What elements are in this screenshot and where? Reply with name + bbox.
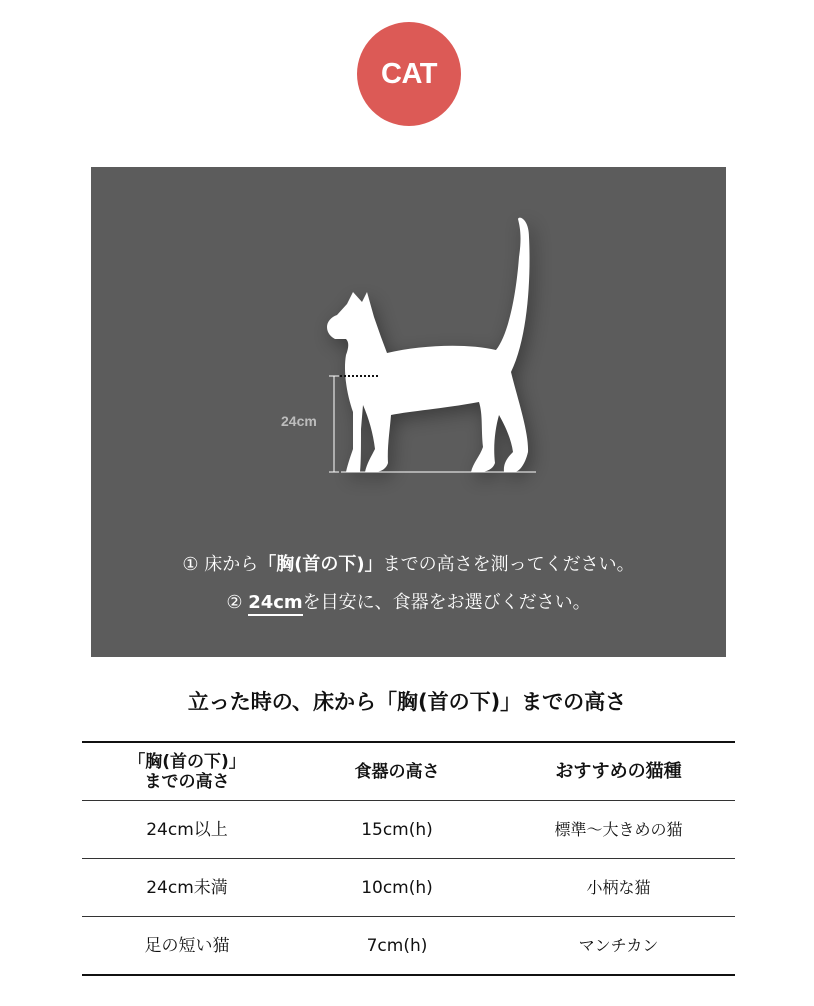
table-row [82,801,735,859]
header-chest-height-line2: までの高さ [144,771,230,792]
cell-chest-height: 24cm以上 [146,819,228,840]
instruction-2-post: を目安に、食器をお選びください。 [302,592,591,613]
instruction-line-2 [91,588,726,614]
cell-chest-height: 足の短い猫 [144,935,230,956]
measurement-bar [329,376,339,472]
cell-dish-height: 7cm(h) [366,935,428,956]
instruction-1-bold: 「胸(首の下)」 [258,554,383,575]
table-heading: 立った時の、床から「胸(首の下)」までの高さ [187,690,627,714]
measurement-panel [91,167,726,657]
cell-dish-height: 15cm(h) [361,819,433,840]
cat-illustration [91,167,726,657]
cat-badge [357,22,461,126]
header-chest-height-line1: 「胸(首の下)」 [128,751,246,772]
table-row [82,917,735,974]
cat-badge-label: CAT [381,57,437,90]
dish-height-table [82,741,735,976]
instruction-1-post: までの高さを測ってください。 [382,554,635,575]
cell-dish-height: 10cm(h) [361,877,433,898]
instruction-1-pre: 床から [204,554,259,575]
cell-breed: 小柄な猫 [586,877,651,897]
cell-breed: 標準〜大きめの猫 [554,819,683,839]
header-chest-height [82,752,292,792]
instruction-2-number: ② [226,592,249,613]
measure-label: 24cm [281,413,317,429]
instruction-line-1 [91,550,726,576]
header-dish-height: 食器の高さ [354,761,440,782]
instruction-1-number: ① [182,554,205,575]
header-recommended-breed: おすすめの猫種 [555,760,682,782]
table-row [82,859,735,917]
cell-breed: マンチカン [578,935,659,955]
table-header-row [82,743,735,801]
instruction-2-highlight: 24cm [248,592,302,616]
cell-chest-height: 24cm未満 [146,877,228,898]
